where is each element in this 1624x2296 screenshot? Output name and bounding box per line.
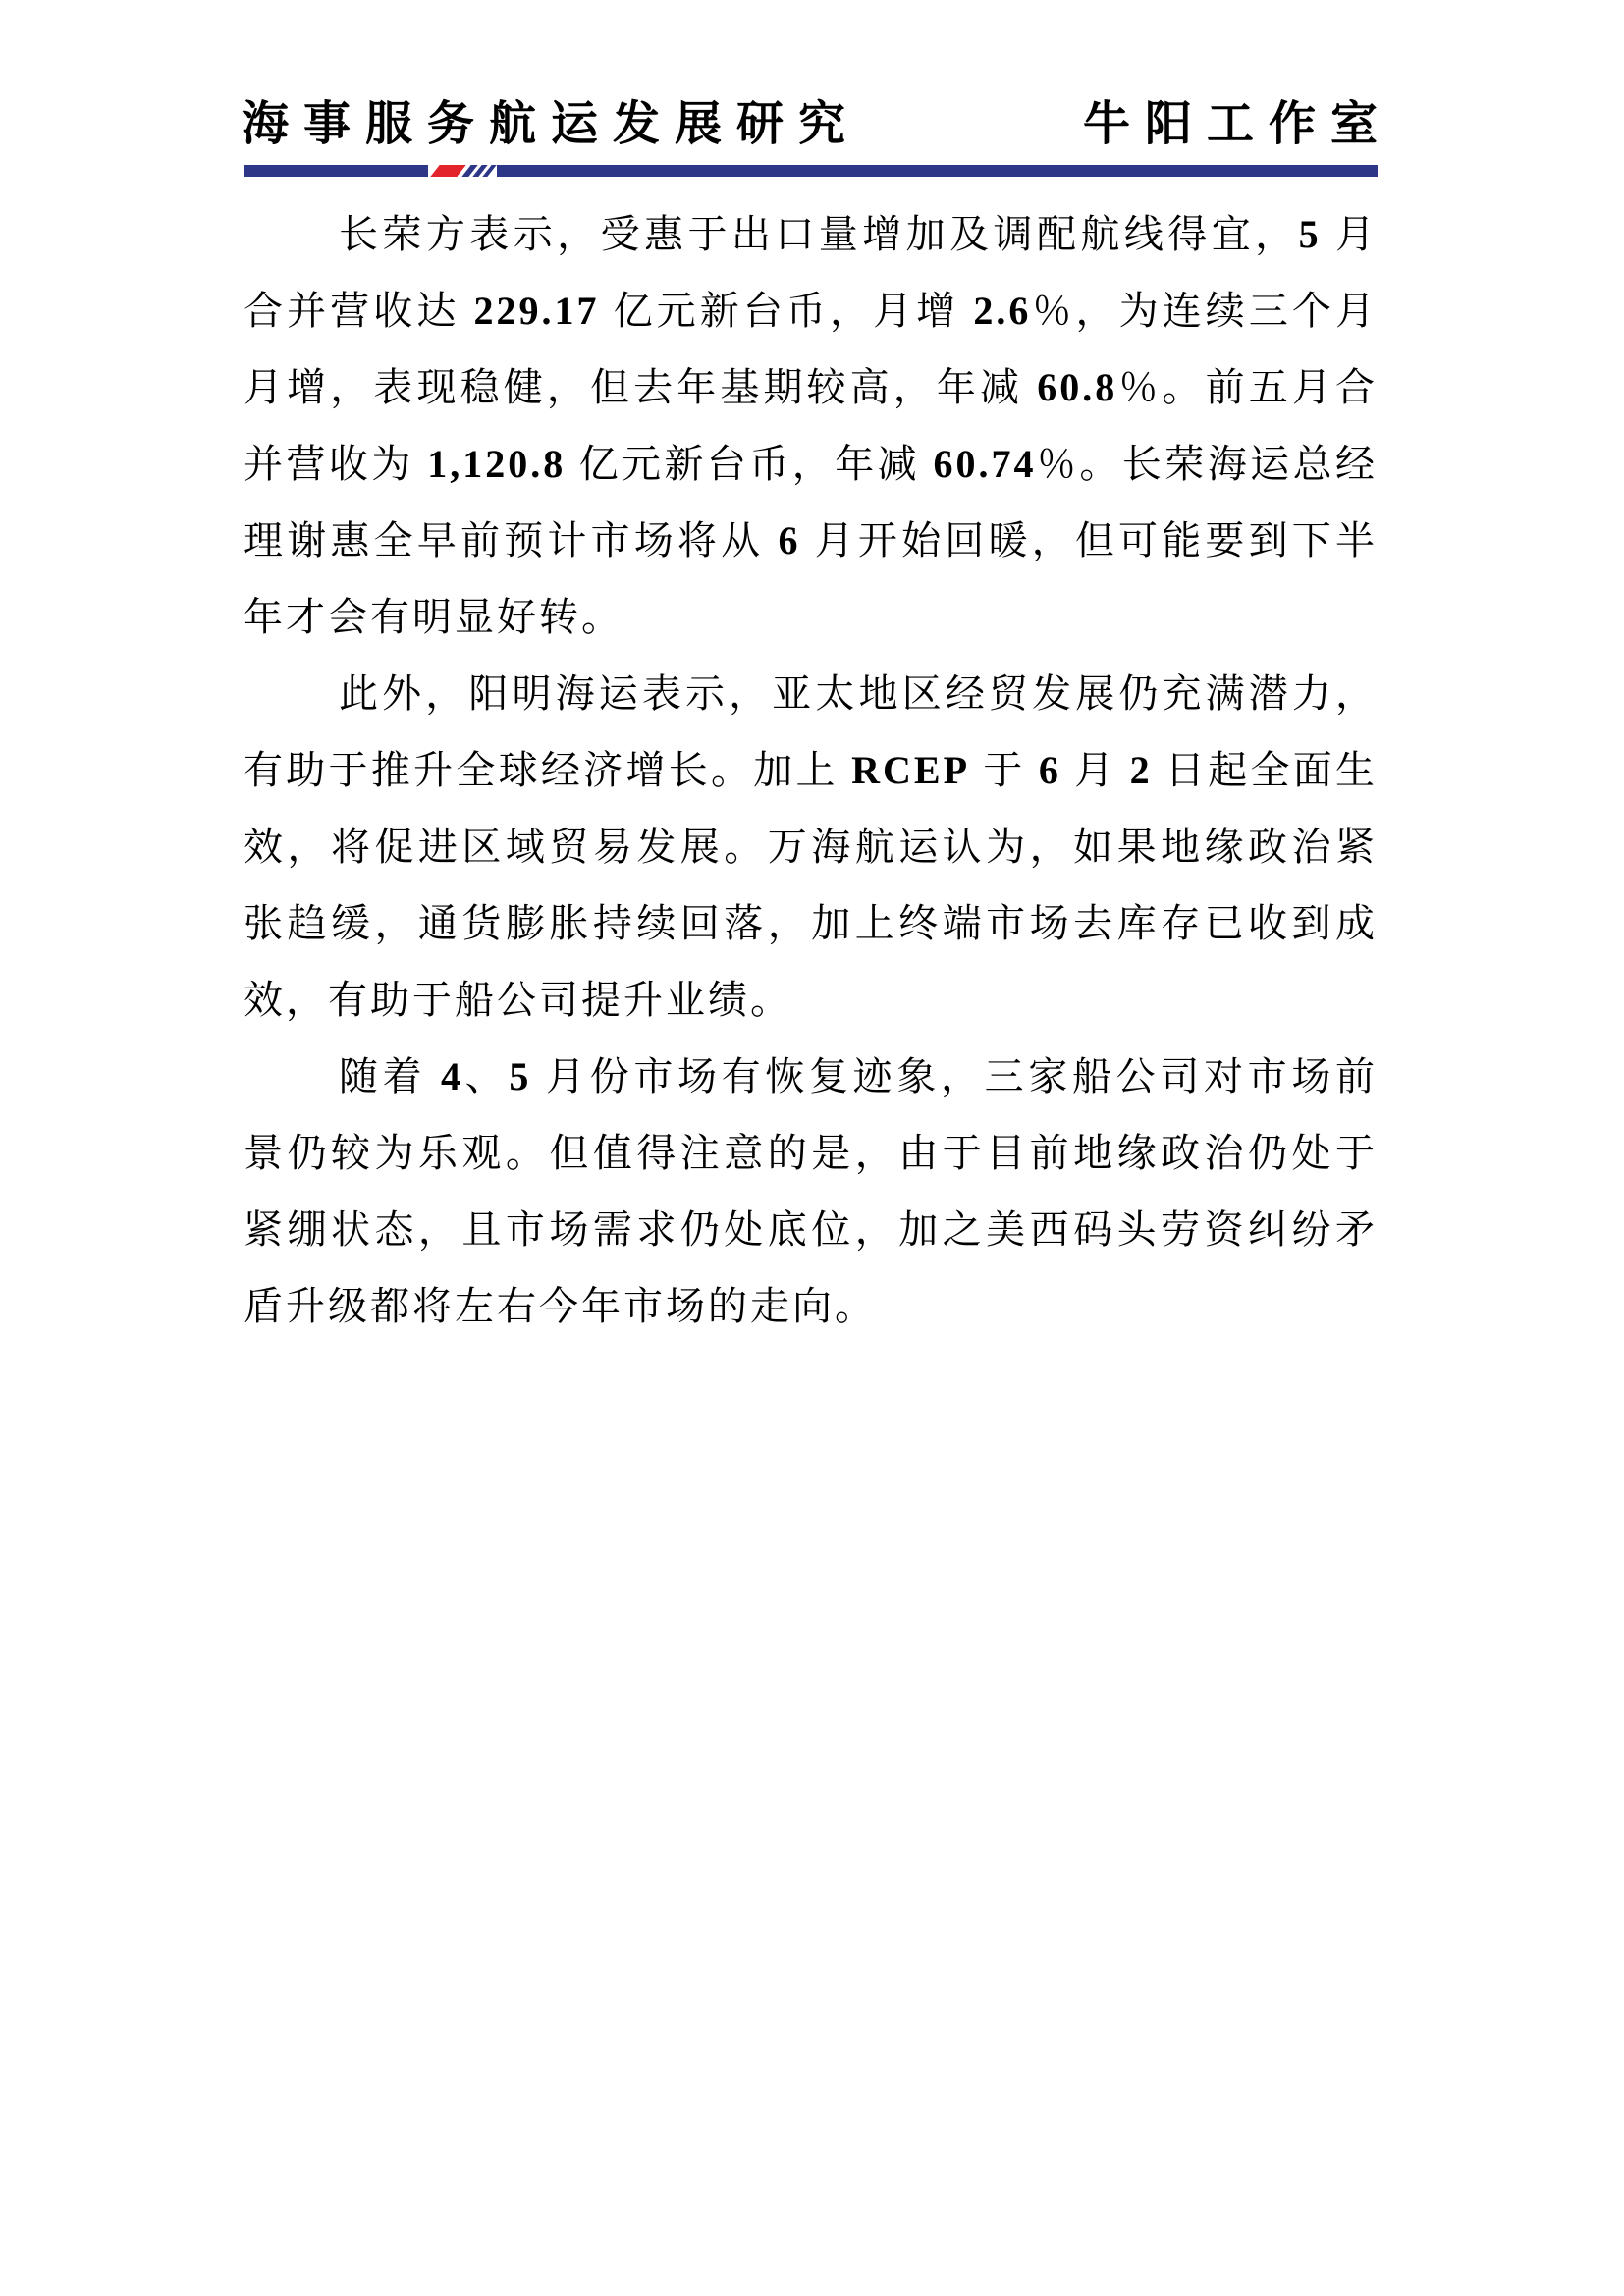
numeral: 5 (509, 1054, 532, 1098)
page-content (242, 0, 1392, 1345)
text-run: 紧绷状态，且市场需求仍处底位，加之美西码头劳资纠纷矛 (244, 1207, 1378, 1252)
text-line (244, 1268, 1378, 1345)
text-run: 年才会有明显好转。 (244, 595, 623, 639)
text-run: 有助于推升全球经济增长。加上 (244, 748, 852, 792)
text-run: 理谢惠全早前预计市场将从 (244, 518, 779, 562)
text-line (244, 656, 1378, 732)
text-run: ％，为连续三个月 (1031, 289, 1378, 333)
numeral: 6 (778, 518, 801, 562)
body-paragraph (244, 196, 1378, 656)
text-line (244, 1115, 1378, 1192)
text-run: 随着 (339, 1054, 441, 1098)
numeral: 60.74 (933, 442, 1037, 486)
text-run: ％。长荣海运总经 (1036, 442, 1378, 486)
text-line (244, 349, 1378, 426)
text-line (244, 732, 1378, 809)
numeral: 5 (1298, 212, 1322, 256)
numeral: 6 (1038, 748, 1061, 792)
text-run: 月增，表现稳健，但去年基期较高，年减 (244, 365, 1038, 409)
text-run: 、 (463, 1054, 510, 1098)
masthead (242, 98, 1392, 150)
text-run: 张趋缓，通货膨胀持续回落，加上终端市场去库存已收到成 (244, 901, 1378, 945)
text-run: 盾升级都将左右今年市场的走向。 (244, 1284, 877, 1328)
numeral: RCEP (851, 748, 970, 792)
text-run: 日起全面生 (1152, 748, 1378, 792)
text-run: 此外，阳明海运表示，亚太地区经贸发展仍充满潜力， (339, 671, 1378, 716)
text-run: ％。前五月合 (1117, 365, 1378, 409)
numeral: 1,120.8 (427, 442, 567, 486)
text-run: 月 (1060, 748, 1130, 792)
text-line (244, 885, 1378, 962)
text-line (244, 196, 1378, 273)
body-paragraph (244, 1039, 1378, 1345)
text-run: 月 (1321, 212, 1378, 256)
rule-accent-decoration (428, 165, 497, 177)
numeral: 2 (1129, 748, 1153, 792)
text-line (244, 579, 1378, 656)
body-paragraph (244, 656, 1378, 1039)
text-run: 亿元新台币，月增 (599, 289, 974, 333)
numeral: 4 (441, 1054, 463, 1098)
text-run: 合并营收达 (244, 289, 474, 333)
text-line (244, 962, 1378, 1039)
text-run: 亿元新台币，年减 (566, 442, 934, 486)
text-run: 景仍较为乐观。但值得注意的是，由于目前地缘政治仍处于 (244, 1131, 1378, 1175)
numeral: 2.6 (973, 289, 1032, 333)
header-rule (244, 165, 1378, 177)
text-run: 并营收为 (244, 442, 428, 486)
text-run: 月份市场有恢复迹象，三家船公司对市场前 (531, 1054, 1378, 1098)
text-line (244, 273, 1378, 349)
masthead-left-title: 海事服务航运发展研究 (242, 98, 861, 150)
text-line (244, 1192, 1378, 1268)
numeral: 60.8 (1037, 365, 1118, 409)
text-run: 月开始回暖，但可能要到下半 (800, 518, 1378, 562)
article (244, 196, 1378, 1345)
masthead-right-title: 牛阳工作室 (1082, 98, 1392, 150)
text-line (244, 1039, 1378, 1115)
text-run: 效，将促进区域贸易发展。万海航运认为，如果地缘政治紧 (244, 825, 1378, 869)
text-run: 于 (970, 748, 1039, 792)
text-line (244, 426, 1378, 503)
text-line (244, 809, 1378, 885)
numeral: 229.17 (473, 289, 600, 333)
text-line (244, 503, 1378, 579)
text-run: 效，有助于船公司提升业绩。 (244, 978, 792, 1022)
text-run: 长荣方表示，受惠于出口量增加及调配航线得宜， (339, 212, 1299, 256)
